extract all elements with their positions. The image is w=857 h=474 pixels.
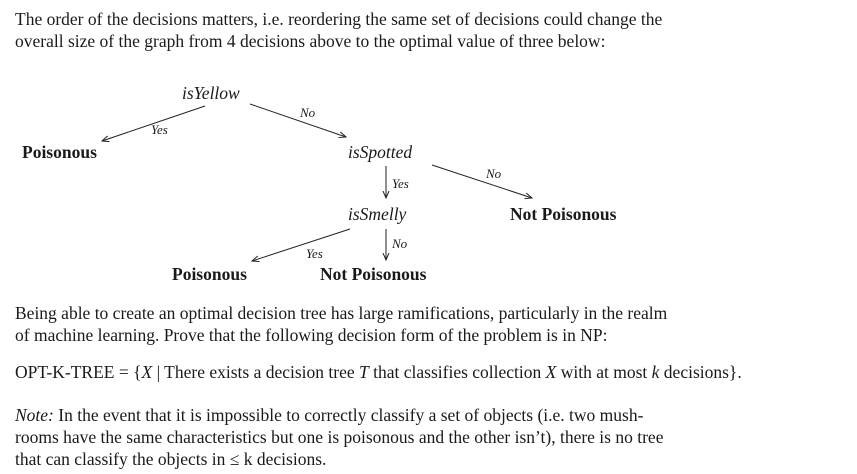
definition-k: k bbox=[651, 362, 660, 382]
body-para-line-2: of machine learning. Prove that the following decision form of the problem is in NP: bbox=[15, 325, 608, 345]
leaf-not-poisonous-2: Not Poisonous bbox=[320, 264, 427, 284]
note-label: Note: bbox=[15, 405, 54, 425]
note-line-1-text: In the event that it is impossible to correctly classify a set of objects (i.e. two mush- bbox=[53, 405, 644, 425]
node-is-spotted: isSpotted bbox=[348, 142, 413, 162]
label-smelly-no: No bbox=[392, 236, 408, 251]
note-line-1 bbox=[15, 404, 643, 426]
node-is-yellow: isYellow bbox=[182, 83, 240, 103]
label-root-no: No bbox=[300, 105, 316, 120]
definition-x: X bbox=[141, 362, 153, 382]
intro-line-2: overall size of the graph from 4 decisions above to the optimal value of three below: bbox=[15, 31, 606, 51]
note-line-3: that can classify the objects in ≤ k decisions. bbox=[15, 449, 327, 469]
definition-mid: | There exists a decision tree bbox=[152, 362, 360, 382]
leaf-poisonous-2: Poisonous bbox=[172, 264, 247, 284]
label-spotted-no: No bbox=[486, 166, 502, 181]
note-line-2: rooms have the same characteristics but one is poisonous and the other isn’t), there is no tree bbox=[15, 427, 664, 447]
definition-line bbox=[15, 361, 742, 383]
label-root-yes: Yes bbox=[151, 122, 168, 137]
definition-x-2: X bbox=[545, 362, 557, 382]
definition-eq: = { bbox=[114, 362, 142, 382]
definition-mid-3: with at most bbox=[556, 362, 652, 382]
label-spotted-yes: Yes bbox=[392, 176, 409, 191]
definition-name: OPT-K-TREE bbox=[15, 362, 115, 382]
definition-t: T bbox=[359, 362, 369, 382]
edge-spotted-no bbox=[432, 165, 532, 198]
leaf-poisonous-1: Poisonous bbox=[22, 142, 97, 162]
leaf-not-poisonous-1: Not Poisonous bbox=[510, 204, 617, 224]
intro-line-1: The order of the decisions matters, i.e. reordering the same set of decisions could change the bbox=[15, 9, 663, 29]
edge-smelly-yes bbox=[252, 229, 350, 261]
definition-mid-2: that classifies collection bbox=[368, 362, 546, 382]
definition-end: decisions}. bbox=[659, 362, 742, 382]
node-is-smelly: isSmelly bbox=[348, 204, 407, 224]
body-para-line-1: Being able to create an optimal decision tree has large ramifications, particularly in the realm bbox=[15, 303, 668, 323]
label-smelly-yes: Yes bbox=[306, 246, 323, 261]
edge-root-no bbox=[250, 104, 346, 137]
